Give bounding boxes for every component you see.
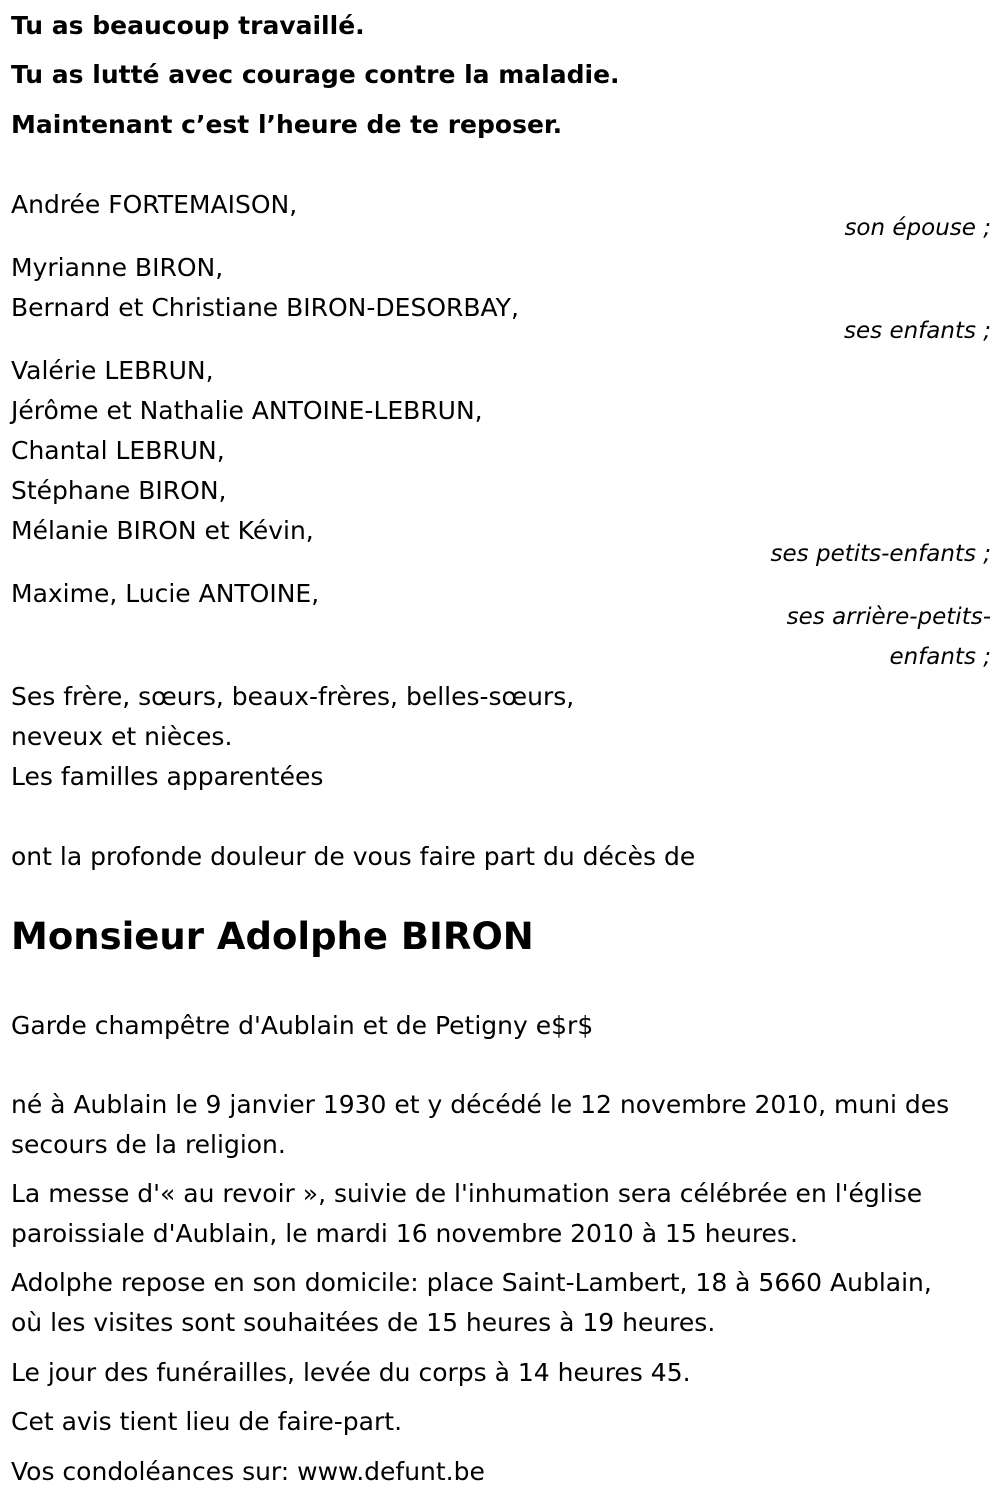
grandchildren-relation: ses petits-enfants ; <box>770 541 991 567</box>
announcement-text: ont la profonde douleur de vous faire part du décès de <box>11 842 696 871</box>
child-name: Bernard et Christiane BIRON-DESORBAY, <box>11 293 519 322</box>
grandchild-name: Mélanie BIRON et Kévin, <box>11 516 314 545</box>
deceased-title: Garde champêtre d'Aublain et de Petigny e$r$ <box>11 1011 594 1040</box>
poem-line-2: Tu as lutté avec courage contre la maladie. <box>11 60 620 89</box>
repose-line-2: où les visites sont souhaitées de 15 heures à 19 heures. <box>11 1308 716 1337</box>
grandchild-name: Jérôme et Nathalie ANTOINE-LEBRUN, <box>11 396 483 425</box>
great-grandchildren-relation-line-2: enfants ; <box>889 644 991 670</box>
great-grandchildren-names: Maxime, Lucie ANTOINE, <box>11 579 320 608</box>
spouse-relation: son épouse ; <box>844 215 991 241</box>
grandchild-name: Stéphane BIRON, <box>11 476 227 505</box>
grandchild-name: Chantal LEBRUN, <box>11 436 225 465</box>
notice-line: Cet avis tient lieu de faire-part. <box>11 1407 403 1436</box>
repose-line-1: Adolphe repose en son domicile: place Saint-Lambert, 18 à 5660 Aublain, <box>11 1268 932 1297</box>
birth-death-line-2: secours de la religion. <box>11 1130 286 1159</box>
child-name: Myrianne BIRON, <box>11 253 224 282</box>
poem-line-3: Maintenant c’est l’heure de te reposer. <box>11 110 563 139</box>
condolences-line: Vos condoléances sur: www.defunt.be <box>11 1457 485 1486</box>
mass-line-1: La messe d'« au revoir », suivie de l'inhumation sera célébrée en l'église <box>11 1179 923 1208</box>
funeral-line: Le jour des funérailles, levée du corps à 14 heures 45. <box>11 1358 691 1387</box>
other-relatives-line: Ses frère, sœurs, beaux-frères, belles-sœurs, <box>11 682 575 711</box>
deceased-name: Monsieur Adolphe BIRON <box>11 915 534 958</box>
other-relatives-line: neveux et nièces. <box>11 722 233 751</box>
children-relation: ses enfants ; <box>844 318 991 344</box>
other-relatives-line: Les familles apparentées <box>11 762 324 791</box>
mass-line-2: paroissiale d'Aublain, le mardi 16 novembre 2010 à 15 heures. <box>11 1219 798 1248</box>
birth-death-line-1: né à Aublain le 9 janvier 1930 et y décédé le 12 novembre 2010, muni des <box>11 1090 950 1119</box>
great-grandchildren-relation-line-1: ses arrière-petits- <box>786 604 991 630</box>
spouse-name: Andrée FORTEMAISON, <box>11 190 298 219</box>
poem-line-1: Tu as beaucoup travaillé. <box>11 11 365 40</box>
grandchild-name: Valérie LEBRUN, <box>11 356 214 385</box>
